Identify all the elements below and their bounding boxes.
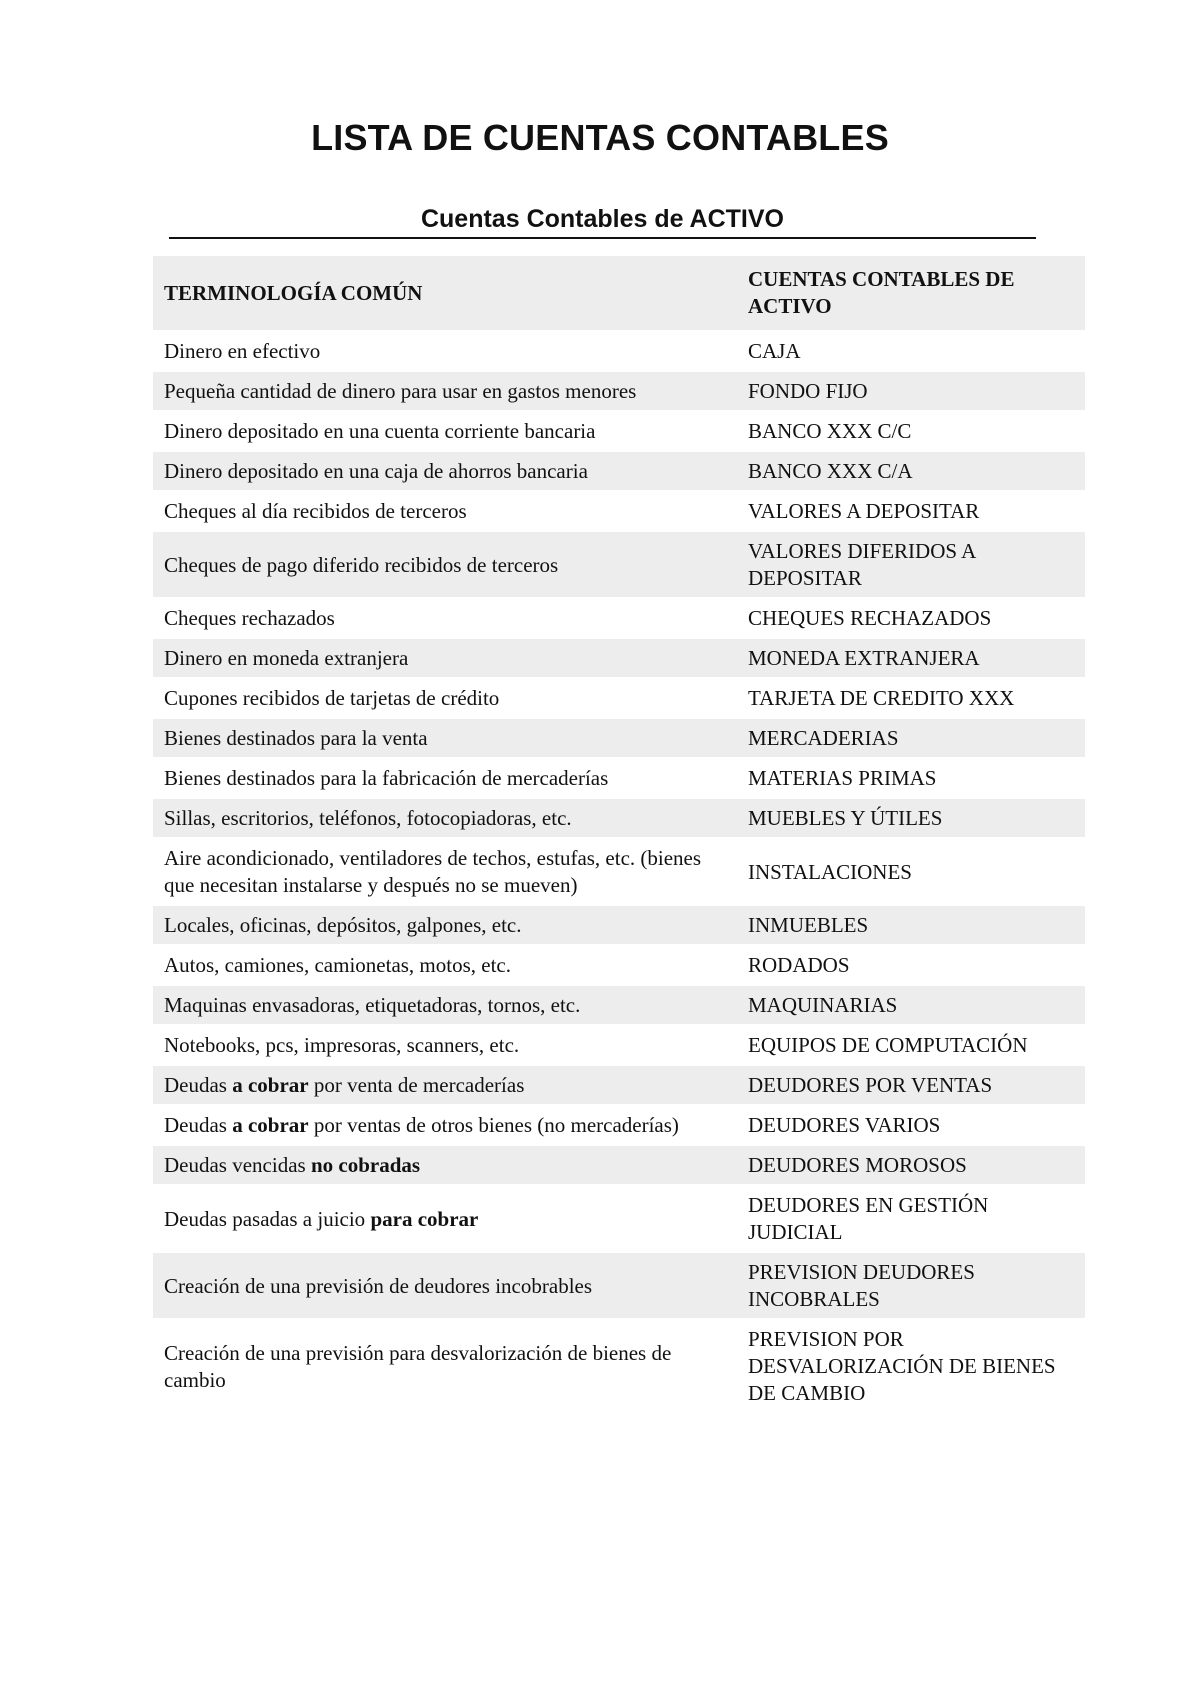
document-title: LISTA DE CUENTAS CONTABLES	[311, 117, 889, 158]
table-header-row	[153, 256, 1085, 331]
common-term-cell: Cheques de pago diferido recibidos de terceros	[153, 531, 737, 598]
account-name-cell: MAQUINARIAS	[737, 985, 1085, 1025]
table-body	[153, 331, 1085, 1413]
common-term-cell	[153, 1185, 737, 1252]
common-term-cell: Notebooks, pcs, impresoras, scanners, etc.	[153, 1025, 737, 1065]
common-term-cell: Bienes destinados para la venta	[153, 718, 737, 758]
account-name-cell: CHEQUES RECHAZADOS	[737, 598, 1085, 638]
common-term-emphasis: no cobradas	[310, 1153, 421, 1177]
common-term-cell: Maquinas envasadoras, etiquetadoras, tornos, etc.	[153, 985, 737, 1025]
table-row	[153, 798, 1085, 838]
header-asset-accounts: CUENTAS CONTABLES DE ACTIVO	[737, 256, 1085, 331]
account-name-cell: PREVISION POR DESVALORIZACIÓN DE BIENES DE CAMBIO	[737, 1319, 1085, 1413]
common-term-cell: Bienes destinados para la fabricación de mercaderías	[153, 758, 737, 798]
common-term-cell: Dinero depositado en una caja de ahorros bancaria	[153, 451, 737, 491]
common-term-cell: Creación de una previsión de deudores incobrables	[153, 1252, 737, 1319]
common-term-cell: Cheques al día recibidos de terceros	[153, 491, 737, 531]
table-row	[153, 411, 1085, 451]
common-term-text: Deudas	[164, 1073, 233, 1097]
common-term-cell: Locales, oficinas, depósitos, galpones, etc.	[153, 905, 737, 945]
account-name-cell: VALORES DIFERIDOS A DEPOSITAR	[737, 531, 1085, 598]
common-term-cell: Pequeña cantidad de dinero para usar en gastos menores	[153, 371, 737, 411]
table-row	[153, 491, 1085, 531]
common-term-cell: Autos, camiones, camionetas, motos, etc.	[153, 945, 737, 985]
account-name-cell: BANCO XXX C/A	[737, 451, 1085, 491]
table-row	[153, 1319, 1085, 1413]
common-term-text: por venta de mercaderías	[308, 1073, 525, 1097]
table-row	[153, 945, 1085, 985]
account-name-cell: VALORES A DEPOSITAR	[737, 491, 1085, 531]
table-row	[153, 531, 1085, 598]
common-term-cell	[153, 1105, 737, 1145]
account-name-cell: MATERIAS PRIMAS	[737, 758, 1085, 798]
common-term-cell: Creación de una previsión para desvalorización de bienes de cambio	[153, 1319, 737, 1413]
section-title: Cuentas Contables de ACTIVO	[169, 206, 1036, 239]
account-name-cell: RODADOS	[737, 945, 1085, 985]
account-name-cell: MONEDA EXTRANJERA	[737, 638, 1085, 678]
accounts-table	[153, 256, 1085, 1414]
table-row	[153, 838, 1085, 905]
account-name-cell: CAJA	[737, 331, 1085, 371]
account-name-cell: DEUDORES VARIOS	[737, 1105, 1085, 1145]
common-term-cell: Dinero en efectivo	[153, 331, 737, 371]
header-common-terminology: TERMINOLOGÍA COMÚN	[153, 256, 737, 331]
common-term-emphasis: a cobrar	[232, 1073, 309, 1097]
common-term-cell: Aire acondicionado, ventiladores de techos, estufas, etc. (bienes que necesitan instalarse y después no se mueven)	[153, 838, 737, 905]
common-term-cell: Sillas, escritorios, teléfonos, fotocopiadoras, etc.	[153, 798, 737, 838]
account-name-cell: EQUIPOS DE COMPUTACIÓN	[737, 1025, 1085, 1065]
common-term-cell: Dinero en moneda extranjera	[153, 638, 737, 678]
common-term-cell: Dinero depositado en una cuenta corriente bancaria	[153, 411, 737, 451]
table-row	[153, 1025, 1085, 1065]
table-row	[153, 451, 1085, 491]
account-name-cell: FONDO FIJO	[737, 371, 1085, 411]
account-name-cell: DEUDORES EN GESTIÓN JUDICIAL	[737, 1185, 1085, 1252]
table-row	[153, 1145, 1085, 1185]
account-name-cell: BANCO XXX C/C	[737, 411, 1085, 451]
table-row	[153, 1252, 1085, 1319]
account-name-cell: DEUDORES MOROSOS	[737, 1145, 1085, 1185]
table-row	[153, 985, 1085, 1025]
account-name-cell: DEUDORES POR VENTAS	[737, 1065, 1085, 1105]
table-row	[153, 758, 1085, 798]
account-name-cell: PREVISION DEUDORES INCOBRALES	[737, 1252, 1085, 1319]
account-name-cell: TARJETA DE CREDITO XXX	[737, 678, 1085, 718]
common-term-cell: Cheques rechazados	[153, 598, 737, 638]
table-row	[153, 1185, 1085, 1252]
table-row	[153, 718, 1085, 758]
account-name-cell: INSTALACIONES	[737, 838, 1085, 905]
table-row	[153, 598, 1085, 638]
common-term-emphasis: para cobrar	[370, 1206, 479, 1231]
table-row	[153, 1065, 1085, 1105]
common-term-text: Deudas	[164, 1113, 233, 1137]
common-term-cell	[153, 1145, 737, 1185]
account-name-cell: INMUEBLES	[737, 905, 1085, 945]
common-term-text: por ventas de otros bienes (no mercaderías)	[308, 1113, 679, 1137]
common-term-text: Deudas vencidas	[164, 1153, 311, 1177]
table-row	[153, 371, 1085, 411]
account-name-cell: MERCADERIAS	[737, 718, 1085, 758]
table-row	[153, 905, 1085, 945]
common-term-cell: Cupones recibidos de tarjetas de crédito	[153, 678, 737, 718]
common-term-text: Deudas pasadas a juicio	[164, 1206, 371, 1231]
table-row	[153, 638, 1085, 678]
common-term-emphasis: a cobrar	[232, 1113, 309, 1137]
table-row	[153, 331, 1085, 371]
account-name-cell: MUEBLES Y ÚTILES	[737, 798, 1085, 838]
table-row	[153, 678, 1085, 718]
common-term-cell	[153, 1065, 737, 1105]
table-row	[153, 1105, 1085, 1145]
